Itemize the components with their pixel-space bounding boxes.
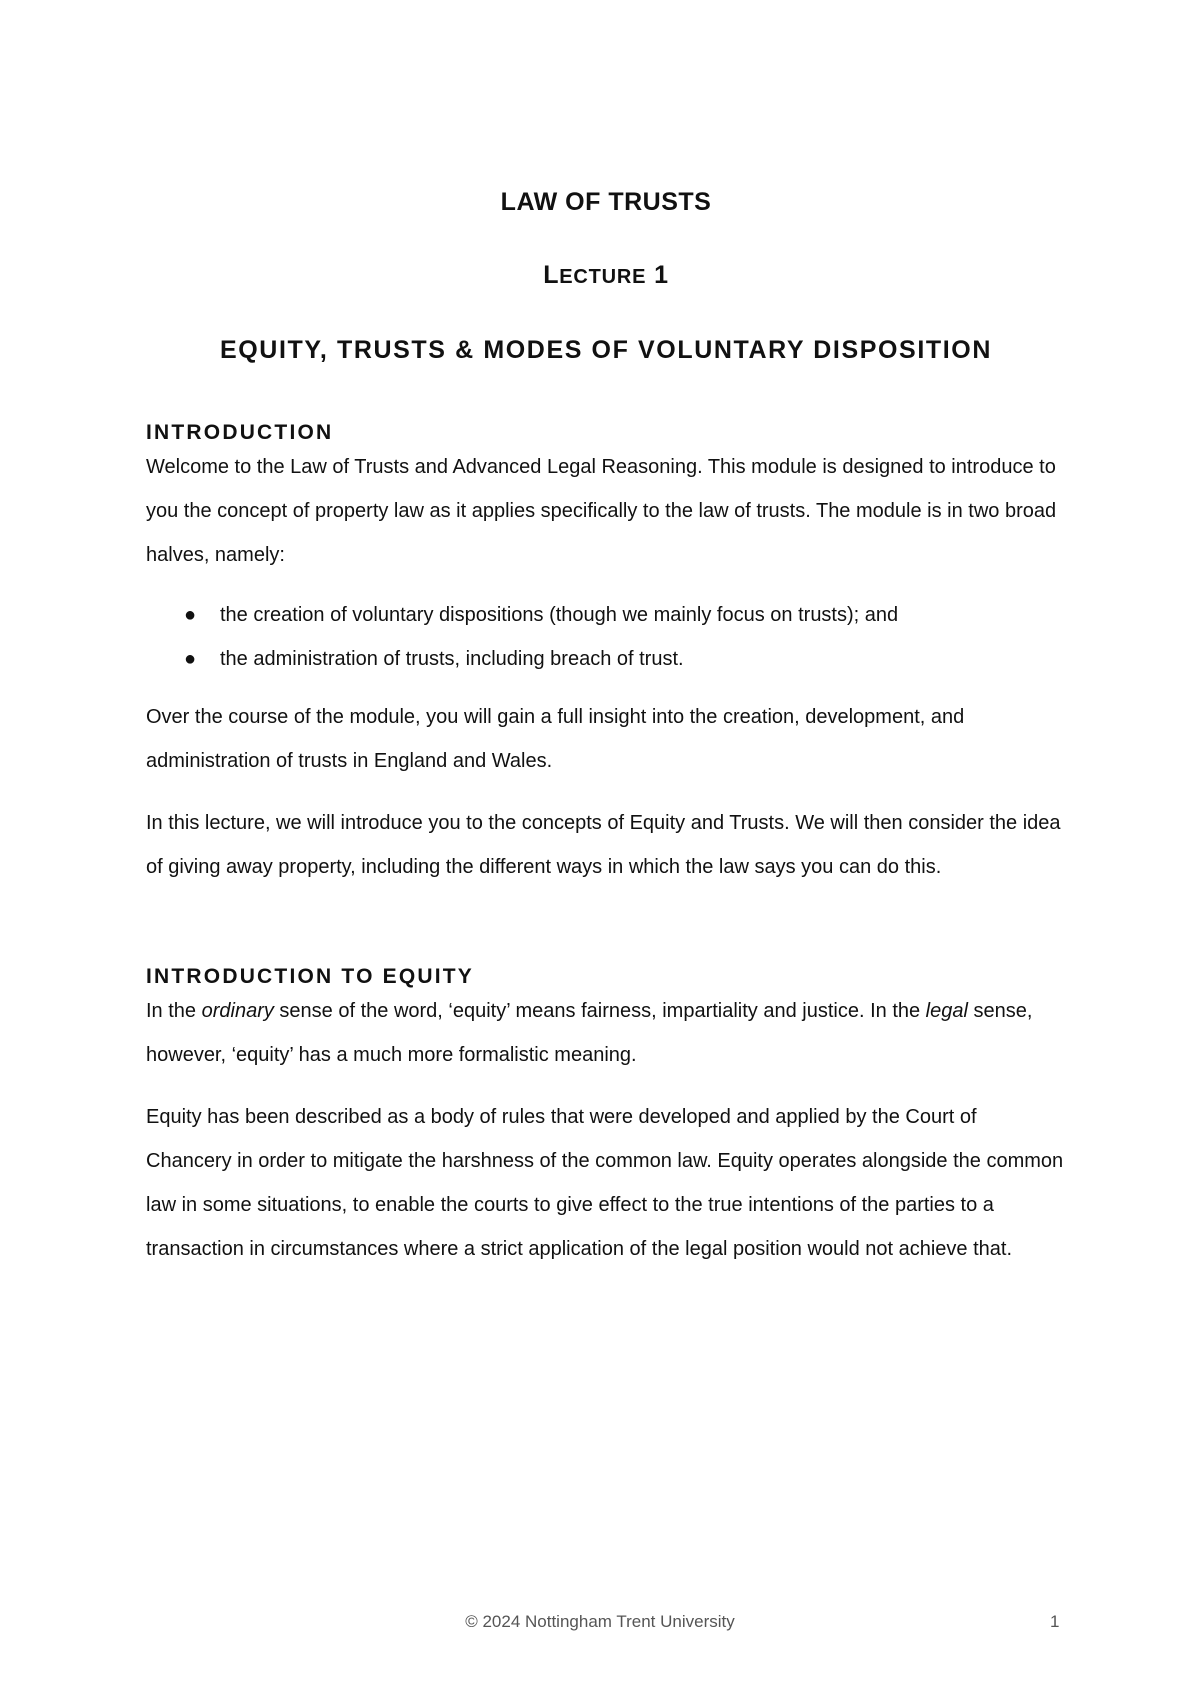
lecture-number: 1: [654, 261, 669, 289]
list-item: [146, 637, 1066, 681]
bullet-icon: ●: [184, 604, 197, 626]
intro-paragraph-1: Welcome to the Law of Trusts and Advanced Legal Reasoning. This module is designed to introduce to you the concept of property law as it applies specifically to the law of trusts. The module is in two broad halves, namely:: [146, 456, 1057, 566]
section-heading-introduction: INTRODUCTION: [146, 421, 334, 444]
footer-copyright: © 2024 Nottingham Trent University: [465, 1612, 735, 1631]
section-heading-equity: INTRODUCTION TO EQUITY: [146, 965, 475, 988]
equity-p1-emphasis-ordinary: ordinary: [201, 1000, 274, 1022]
document-subtitle: EQUITY, TRUSTS & MODES OF VOLUNTARY DISPOSITION: [219, 336, 992, 364]
page-content: [146, 180, 1066, 1271]
lecture-label: [146, 261, 1066, 290]
bullet-text: the administration of trusts, including breach of trust.: [220, 648, 684, 670]
equity-p1-text-c: sense, however, ‘equity’ has a much more formalistic meaning.: [146, 1000, 1033, 1066]
equity-paragraph-2: Equity has been described as a body of rules that were developed and applied by the Court of Chancery in order to mitigate the harshness of the common law. Equity operates alongside the common law in some situations, to enable the courts to give effect to the true intentions of the parties to a transaction in circumstances where a strict application of the legal position would not achieve that.: [146, 1106, 1064, 1260]
intro-paragraph-2: Over the course of the module, you will gain a full insight into the creation, development, and administration of trusts in England and Wales.: [146, 706, 965, 772]
bullet-list: [146, 593, 1066, 681]
equity-p1-text-b: sense of the word, ‘equity’ means fairness, impartiality and justice. In the: [273, 1000, 926, 1022]
bullet-icon: ●: [184, 648, 197, 670]
lecture-rest: ECTURE: [559, 266, 647, 288]
equity-p1-text-a: In the: [146, 1000, 202, 1022]
equity-p1-emphasis-legal: legal: [925, 1000, 968, 1022]
equity-paragraph-1: [146, 989, 1066, 1077]
bullet-text: the creation of voluntary dispositions (though we mainly focus on trusts); and: [220, 604, 899, 626]
lecture-first-letter: L: [543, 261, 560, 289]
list-item: [146, 593, 1066, 637]
intro-paragraph-3: In this lecture, we will introduce you to the concepts of Equity and Trusts. We will then consider the idea of giving away property, including the different ways in which the law says you can do this.: [146, 812, 1061, 878]
document-title: LAW OF TRUSTS: [500, 188, 712, 216]
page-number: 1: [1050, 1612, 1060, 1631]
